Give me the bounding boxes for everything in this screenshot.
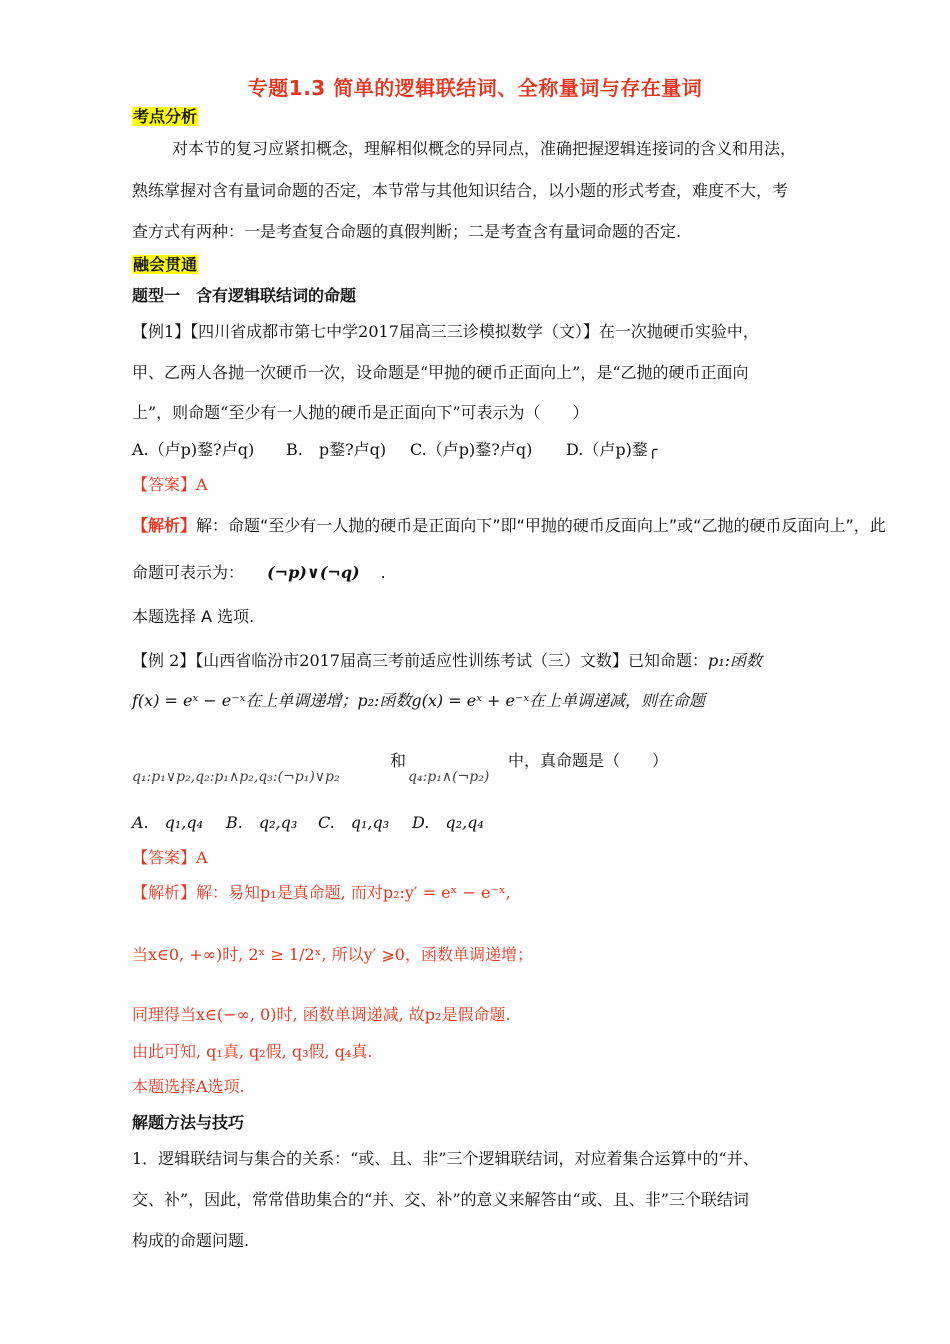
example-2-q4-formula: q₄:p₁∧(¬p₂) — [408, 769, 490, 785]
method-line-2: 交、补”，因此，常常借助集合的“并、交、补”的意义来解答由“或、且、非”三个联结词 — [132, 1190, 749, 1209]
analysis-line-1: 对本节的复习应紧扣概念，理解相似概念的异同点，准确把握逻辑连接词的含义和用法， — [172, 139, 797, 158]
question-type-1-heading: 题型一 含有逻辑联结词的命题 — [132, 286, 357, 305]
analysis-line-3: 查方式有两种：一是考查复合命题的真假判断；二是考查含有量词命题的否定. — [132, 222, 682, 241]
example-1-answer: 【答案】A — [132, 475, 208, 494]
document-title: 专题1.3 简单的逻辑联结词、全称量词与存在量词 — [247, 76, 703, 100]
example-2-analysis-line-4: 由此可知, q₁真, q₂假, q₃假, q₄真. — [132, 1042, 373, 1061]
analysis-line-2: 熟练掌握对含有量词命题的否定，本节常与其他知识结合，以小题的形式考查，难度不大，考 — [132, 181, 789, 200]
example-1-formula: (¬p)∨(¬q) — [267, 563, 360, 582]
example-2-line-2: f(x) = eˣ − e⁻ˣ在上单调递增；p₂:函数g(x) = eˣ + e⁻ˣ在上单调递减，则在命题 — [132, 691, 706, 710]
example-2-analysis-line-1: 【解析】解：易知p₁是真命题, 而对p₂:y′ = eˣ − e⁻ˣ, — [132, 883, 511, 902]
example-2-option-d: D. q₂,q₄ — [412, 813, 484, 832]
method-line-3: 构成的命题问题. — [132, 1231, 250, 1250]
section-heading-analysis: 考点分析 — [133, 107, 198, 126]
example-1-option-c: C.（卢p)鍪?卢q) — [410, 440, 533, 459]
method-line-1: 1．逻辑联结词与集合的关系：“或、且、非”三个逻辑联结词，对应着集合运算中的“并、 — [132, 1149, 759, 1168]
example-2-option-c: C. q₁,q₃ — [318, 813, 390, 832]
example-2-answer: 【答案】A — [132, 848, 208, 867]
example-1-line-3: 上”，则命题“至少有一人抛的硬币是正面向下”可表示为（ ） — [132, 403, 589, 422]
example-1-analysis-line-2: 命题可表示为： (¬p)∨(¬q) . — [132, 563, 386, 582]
example-1-analysis-line-1: 【解析】解：命题“至少有一人抛的硬币是正面向下”即“甲抛的硬币反面向上”或“乙抛的硬币反面向上”，此 — [132, 516, 886, 535]
example-1-option-d: D.（卢p)鍪╭ — [566, 440, 658, 459]
example-2-question-end: 中，真命题是（ ） — [508, 751, 669, 770]
example-2-analysis-line-3: 同理得当x∈(−∞, 0)时, 函数单调递减, 故p₂是假命题. — [132, 1005, 511, 1024]
example-2-option-b: B. q₂,q₃ — [226, 813, 298, 832]
section-heading-integration: 融会贯通 — [133, 255, 198, 274]
method-heading: 解题方法与技巧 — [132, 1113, 245, 1132]
example-1-line-1: 【例1】【四川省成都市第七中学2017届高三三诊模拟数学（文）】在一次抛硬币实验中， — [132, 322, 759, 341]
example-1-option-a: A.（卢p)鍪?卢q) — [132, 440, 255, 459]
example-2-he: 和 — [390, 751, 407, 770]
example-2-line-1: 【例 2】【山西省临汾市2017届高三考前适应性训练考试（三）文数】已知命题：p₁:函数 — [132, 651, 763, 670]
example-1-line-2: 甲、乙两人各抛一次硬币一次，设命题是“甲抛的硬币正面向上”，是“乙抛的硬币正面向 — [132, 363, 749, 382]
example-1-analysis-line-3: 本题选择 A 选项. — [132, 607, 255, 626]
example-2-q-formula: q₁:p₁∨p₂,q₂:p₁∧p₂,q₃:(¬p₁)∨p₂ — [132, 769, 340, 785]
example-2-option-a: A. q₁,q₄ — [132, 813, 204, 832]
example-2-analysis-line-2: 当x∈0, +∞)时, 2ˣ ≥ 1/2ˣ, 所以y′ ⩾0，函数单调递增； — [132, 945, 533, 964]
example-2-analysis-line-5: 本题选择A选项. — [132, 1077, 245, 1096]
example-1-option-b: B. p鍪?卢q) — [286, 440, 387, 459]
